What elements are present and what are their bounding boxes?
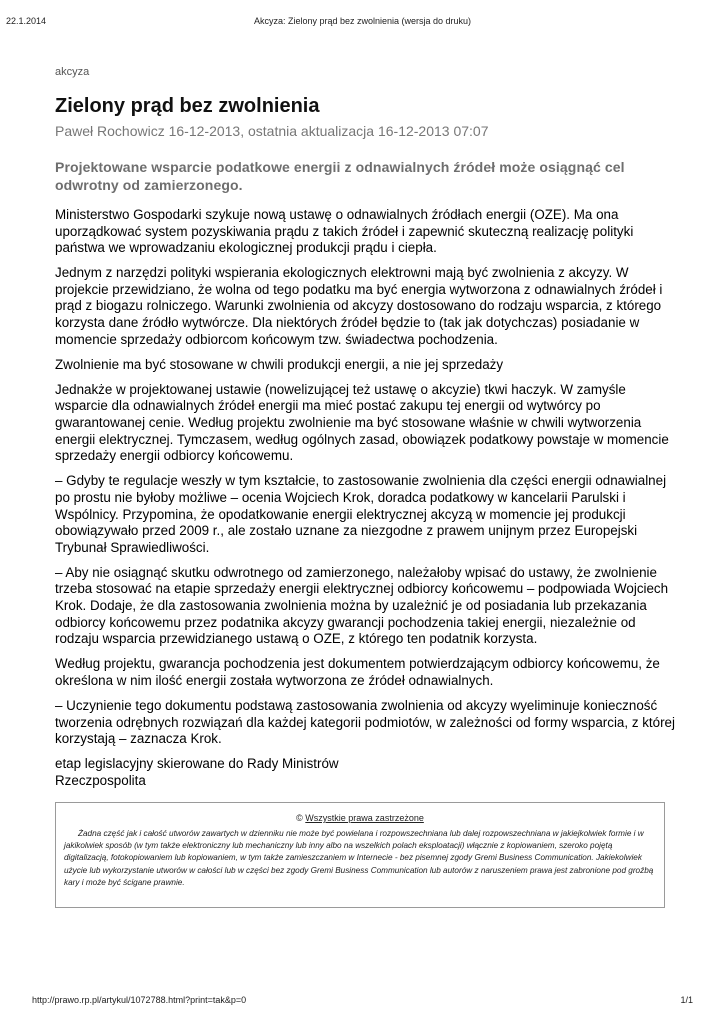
print-url: http://prawo.rp.pl/artykul/1072788.html?print=tak&p=0 — [32, 995, 247, 1005]
article-meta: Paweł Rochowicz 16-12-2013, ostatnia aktualizacja 16-12-2013 07:07 — [55, 123, 489, 139]
page-number: 1/1 — [680, 995, 693, 1005]
article-category: akcyza — [55, 66, 90, 78]
print-date: 22.1.2014 — [6, 16, 47, 26]
article-paragraph: Według projektu, gwarancja pochodzenia jest dokumentem potwierdzającym odbiorcy końcowemu, że określona w nim ilość energii została wytworzona ze źródeł odnawialnych. — [55, 656, 660, 688]
article-paragraph: – Gdyby te regulacje weszły w tym kształcie, to zastosowanie zwolnienia dla części energii odnawialnej po prostu nie byłoby możliwe – ocenia Wojciech Krok, doradca podatkowy w kancelarii Parulski i Wspólnicy. Przypomina, że opodatkowanie energii elektrycznej akcyzą w momencie jej produkcji obowiązywało przed 2009 r., ale zostało uznane za niezgodne z prawem unijnym przez Europejski Trybunał Sprawiedliwości. — [55, 473, 667, 555]
article-paragraph: Ministerstwo Gospodarki szykuje nową ustawę o odnawialnych źródłach energii (OZE). Ma ona uporządkować system pozyskiwania prądu z takich źródeł i zapewnić skuteczną realizację polityki państwa we wprowadzaniu ekologicznej produkcji prądu i ciepła. — [55, 207, 634, 256]
copyright-notice: Żadna część jak i całość utworów zawartych w dzienniku nie może być powielana i rozpowszechniana lub dalej rozpowszechniana w jakiejkolwiek formie i w jakikolwiek sposób (w tym także elektroniczny lub mechaniczny lub inny albo na wszelkich polach eksploatacji) włącznie z kopiowaniem, szeroko pojętą digitalizacją, fotokopiowaniem lub kopiowaniem, w tym także zamieszczaniem w Internecie - bez pisemnej zgody Gremi Business Communication. Jakiekolwiek użycie lub wykorzystanie utworów w całości lub w części bez zgody Gremi Business Communication lub autorów z naruszeniem prawa jest zabronione pod groźbą kary i może być ścigane prawnie. — [64, 829, 654, 887]
article-paragraph: Jednakże w projektowanej ustawie (nowelizującej też ustawę o akcyzie) tkwi haczyk. W zamyśle wsparcie dla odnawialnych źródeł energii ma mieć postać zakupu tej energii od wytwórcy po gwarantowanej cenie. Według projektu zwolnienie ma być stosowane właśnie w chwili wytworzenia energii elektrycznej. Tymczasem, według ogólnych zasad, obowiązek podatkowy powstaje w momencie sprzedaży energii odbiorcy końcowemu. — [55, 381, 669, 464]
article-paragraph: – Uczynienie tego dokumentu podstawą zastosowania zwolnienia od akcyzy wyeliminuje konieczność tworzenia odrębnych rozwiązań dla każdej kategorii podmiotów, w zależności od formy wsparcia, z której korzystają – zaznacza Krok. — [55, 697, 675, 747]
print-document-title: Akcyza: Zielony prąd bez zwolnienia (wersja do druku) — [253, 16, 472, 26]
print-header — [6, 16, 719, 28]
all-rights-reserved-link[interactable]: Wszystkie prawa zastrzeżone — [305, 813, 424, 823]
legislative-status — [55, 756, 675, 789]
legislative-stage: etap legislacyjny skierowane do Rady Ministrów — [55, 756, 339, 772]
article-body — [55, 207, 675, 798]
copyright-header — [64, 813, 656, 823]
article-paragraph: Jednym z narzędzi polityki wspierania ekologicznych elektrowni mają być zwolnienia z akcyzy. W projekcie przewidziano, że wolna od tego podatku ma być energia wytworzona z odnawialnych źródeł i prąd z biogazu rolniczego. Warunki zwolnienia od akcyzy dostosowano do rodzaju wsparcia, z którego korzysta dane źródło wytwórcze. Dla niektórych źródeł będzie to (tak jak dotychczas) posiadanie w momencie sprzedaży odbiorcom końcowym tzw. świadectwa pochodzenia. — [55, 265, 663, 347]
print-footer — [32, 995, 693, 1007]
article-paragraph: – Aby nie osiągnąć skutku odwrotnego od zamierzonego, należałoby wpisać do ustawy, że zwolnienie trzeba stosować na etapie sprzedaży energii elektrycznej odbiorcy końcowemu – podpowiada Wojciech Krok. Dodaje, że dla zastosowania zwolnienia można by uzależnić je od posiadania lub przekazania odbiorcy końcowemu przez podatnika akcyzy gwarancji pochodzenia takiej energii, niezależnie od rodzaju wsparcia przewidzianego ustawą o OZE, z którego ten podatnik korzysta. — [55, 564, 669, 647]
article-title: Zielony prąd bez zwolnienia — [55, 95, 320, 117]
article-subheading: Zwolnienie ma być stosowane w chwili produkcji energii, a nie jej sprzedaży — [55, 356, 504, 372]
source-publication: Rzeczpospolita — [55, 772, 146, 788]
copyright-symbol: © — [296, 813, 303, 823]
copyright-box — [55, 802, 665, 908]
article-lead: Projektowane wsparcie podatkowe energii z odnawialnych źródeł może osiągnąć cel odwrotny od zamierzonego. — [55, 159, 625, 193]
